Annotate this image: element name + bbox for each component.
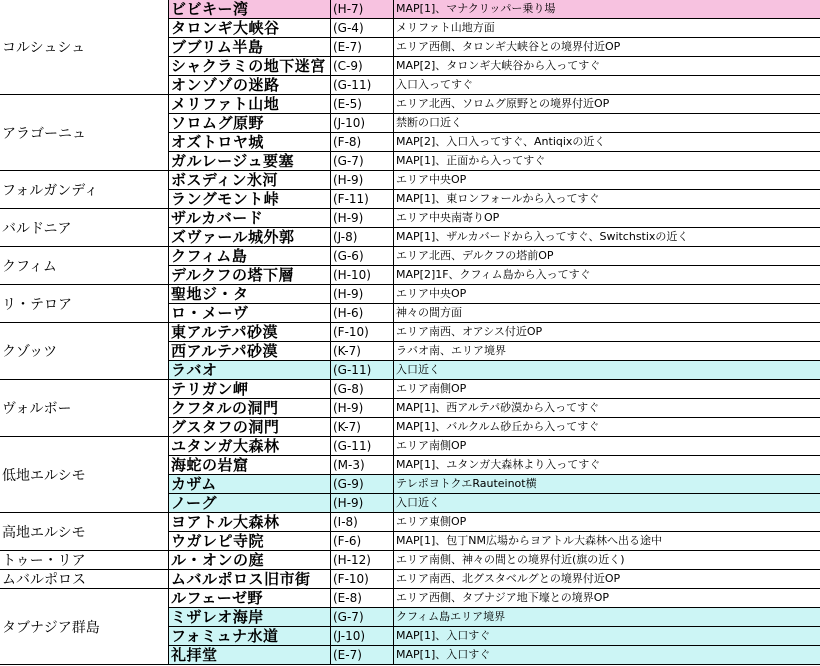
note-cell[interactable]: テレポヨトクエRauteinot横 — [394, 475, 820, 494]
coordinate-cell[interactable]: (C-9) — [331, 57, 394, 76]
area-name-cell[interactable]: ガルレージュ要塞 — [169, 152, 331, 171]
area-name-cell[interactable]: 礼拝堂 — [169, 646, 331, 665]
region-label: 低地エルシモ — [2, 467, 86, 484]
note-cell[interactable]: エリア中央OP — [394, 285, 820, 304]
coordinate-cell[interactable]: (G-6) — [331, 247, 394, 266]
region-label: タブナジア群島 — [2, 619, 100, 636]
note-cell[interactable]: クフィム島エリア境界 — [394, 608, 820, 627]
coordinate-cell[interactable]: (H-9) — [331, 209, 394, 228]
region-label: クゾッツ — [2, 344, 58, 360]
coordinate-cell[interactable]: (H-10) — [331, 266, 394, 285]
note-cell[interactable]: エリア西側、タブナジア地下壕との境界OP — [394, 589, 820, 608]
note-cell[interactable]: ラバオ南、エリア境界 — [394, 342, 820, 361]
table-row — [169, 171, 820, 190]
area-name-cell[interactable]: 海蛇の岩窟 — [169, 456, 331, 475]
area-name-cell[interactable]: 聖地ジ・タ — [169, 285, 331, 304]
note-cell[interactable]: MAP[1]、ザルカバードから入ってすぐ、Switchstixの近く — [394, 228, 820, 247]
area-name-cell[interactable]: ラングモント峠 — [169, 190, 331, 209]
coordinate-cell[interactable]: (G-11) — [331, 437, 394, 456]
note-cell[interactable]: MAP[1]、マナクリッパー乗り場 — [394, 0, 820, 19]
area-name-cell[interactable]: テリガン岬 — [169, 380, 331, 399]
note-cell[interactable]: MAP[1]、包丁NM広場からヨアトル大森林へ出る途中 — [394, 532, 820, 551]
area-name-cell[interactable]: ソロムグ原野 — [169, 114, 331, 133]
note-cell[interactable]: エリア南側、神々の間との境界付近(旗の近く) — [394, 551, 820, 570]
coordinate-cell[interactable]: (H-6) — [331, 304, 394, 323]
area-name-cell[interactable]: ズヴァール城外郭 — [169, 228, 331, 247]
coordinate-cell[interactable]: (G-11) — [331, 76, 394, 95]
table-row — [169, 209, 820, 228]
area-name-cell[interactable]: 西アルテパ砂漠 — [169, 342, 331, 361]
note-cell[interactable]: エリア中央OP — [394, 171, 820, 190]
area-name-cell[interactable]: フォミュナ水道 — [169, 627, 331, 646]
note-cell[interactable]: メリファト山地方面 — [394, 19, 820, 38]
region-cell[interactable] — [0, 171, 169, 209]
note-cell[interactable]: エリア中央南寄りOP — [394, 209, 820, 228]
area-name-cell[interactable]: メリファト山地 — [169, 95, 331, 114]
note-cell[interactable]: エリア北西、デルクフの塔前OP — [394, 247, 820, 266]
coordinate-cell[interactable]: (J-10) — [331, 627, 394, 646]
note-cell[interactable]: MAP[1]、バルクルム砂丘から入ってすぐ — [394, 418, 820, 437]
area-name-cell[interactable]: ユタンガ大森林 — [169, 437, 331, 456]
coordinate-cell[interactable]: (F-11) — [331, 190, 394, 209]
table-row — [169, 304, 820, 323]
coordinate-cell[interactable]: (H-9) — [331, 171, 394, 190]
coordinate-cell[interactable]: (G-4) — [331, 19, 394, 38]
area-name-cell[interactable]: ムバルポロス旧市街 — [169, 570, 331, 589]
coordinate-cell[interactable]: (E-8) — [331, 589, 394, 608]
region-label: トゥー・リア — [2, 553, 86, 569]
table-row — [169, 285, 820, 304]
note-cell[interactable]: MAP[1]、正面から入ってすぐ — [394, 152, 820, 171]
table-row — [169, 19, 820, 38]
table-row — [169, 437, 820, 456]
coordinate-cell[interactable]: (H-7) — [331, 0, 394, 19]
table-row — [169, 532, 820, 551]
region-label: バルドニア — [2, 220, 72, 237]
area-name-cell[interactable]: ノーグ — [169, 494, 331, 513]
region-cell[interactable] — [0, 589, 169, 665]
note-cell[interactable]: MAP[2]、タロンギ大峡谷から入ってすぐ — [394, 57, 820, 76]
coordinate-cell[interactable]: (J-10) — [331, 114, 394, 133]
area-name-cell[interactable]: ルフェーゼ野 — [169, 589, 331, 608]
note-cell[interactable]: 入口近く — [394, 361, 820, 380]
region-label: ムバルポロス — [2, 572, 86, 588]
region-label: リ・テロア — [2, 296, 72, 313]
coordinate-cell[interactable]: (F-6) — [331, 532, 394, 551]
coordinate-cell[interactable]: (H-9) — [331, 285, 394, 304]
note-cell[interactable]: 神々の間方面 — [394, 304, 820, 323]
area-name-cell[interactable]: ウガレピ寺院 — [169, 532, 331, 551]
note-cell[interactable]: MAP[1]、西アルテパ砂漠から入ってすぐ — [394, 399, 820, 418]
area-name-cell[interactable]: クフタルの洞門 — [169, 399, 331, 418]
region-label: コルシュシュ — [2, 40, 86, 56]
coordinate-cell[interactable]: (G-8) — [331, 380, 394, 399]
area-name-cell[interactable]: ラバオ — [169, 361, 331, 380]
table-row — [169, 475, 820, 494]
region-cell[interactable] — [0, 0, 169, 95]
region-cell[interactable] — [0, 323, 169, 380]
note-cell[interactable]: エリア北西、ソロムグ原野との境界付近OP — [394, 95, 820, 114]
region-label: クフィム — [2, 258, 57, 275]
coordinate-cell[interactable]: (H-9) — [331, 494, 394, 513]
note-cell[interactable]: MAP[1]、入口すぐ — [394, 627, 820, 646]
table-row — [169, 342, 820, 361]
region-cell[interactable] — [0, 380, 169, 437]
table-row — [169, 228, 820, 247]
table-row — [169, 513, 820, 532]
area-name-cell[interactable]: タロンギ大峡谷 — [169, 19, 331, 38]
table-row — [169, 646, 820, 665]
table-row — [169, 627, 820, 646]
table-row — [169, 418, 820, 437]
note-cell[interactable]: MAP[2]1F、クフィム島から入ってすぐ — [394, 266, 820, 285]
area-name-cell[interactable]: クフィム島 — [169, 247, 331, 266]
coordinate-cell[interactable]: (I-8) — [331, 513, 394, 532]
area-name-cell[interactable]: デルクフの塔下層 — [169, 266, 331, 285]
coordinate-cell[interactable]: (E-7) — [331, 646, 394, 665]
region-label: フォルガンディ — [2, 182, 99, 199]
area-name-cell[interactable]: ボスディン氷河 — [169, 171, 331, 190]
area-name-cell[interactable]: シャクラミの地下迷宮 — [169, 57, 331, 76]
table-row — [169, 0, 820, 19]
coordinate-cell[interactable]: (H-9) — [331, 399, 394, 418]
table-row — [169, 399, 820, 418]
note-cell[interactable]: エリア東側OP — [394, 513, 820, 532]
coordinate-cell[interactable]: (G-7) — [331, 608, 394, 627]
area-name-cell[interactable]: ヨアトル大森林 — [169, 513, 331, 532]
area-name-cell[interactable]: ザルカバード — [169, 209, 331, 228]
coordinate-cell[interactable]: (M-3) — [331, 456, 394, 475]
area-name-cell[interactable]: オンゾゾの迷路 — [169, 76, 331, 95]
note-cell[interactable]: 禁断の口近く — [394, 114, 820, 133]
table-row — [169, 190, 820, 209]
coordinate-cell[interactable]: (J-8) — [331, 228, 394, 247]
area-name-cell[interactable]: オズトロヤ城 — [169, 133, 331, 152]
coordinate-cell[interactable]: (G-11) — [331, 361, 394, 380]
note-cell[interactable]: エリア西側、タロンギ大峡谷との境界付近OP — [394, 38, 820, 57]
coordinate-cell[interactable]: (F-10) — [331, 570, 394, 589]
coordinate-cell[interactable]: (F-8) — [331, 133, 394, 152]
region-cell[interactable] — [0, 551, 169, 570]
table-row — [169, 589, 820, 608]
note-cell[interactable]: 入口入ってすぐ — [394, 76, 820, 95]
note-cell[interactable]: MAP[1]、入口すぐ — [394, 646, 820, 665]
note-cell[interactable]: エリア南西、オアシス付近OP — [394, 323, 820, 342]
note-cell[interactable]: MAP[2]、入口入ってすぐ、Antiqixの近く — [394, 133, 820, 152]
area-name-cell[interactable]: ブブリム半島 — [169, 38, 331, 57]
table-row — [169, 57, 820, 76]
table-row — [169, 494, 820, 513]
coordinate-cell[interactable]: (G-9) — [331, 475, 394, 494]
area-name-cell[interactable]: グスタフの洞門 — [169, 418, 331, 437]
table-row — [169, 152, 820, 171]
table-row — [169, 76, 820, 95]
area-name-cell[interactable]: 東アルテパ砂漠 — [169, 323, 331, 342]
note-cell[interactable]: 入口近く — [394, 494, 820, 513]
table-row — [169, 608, 820, 627]
coordinate-cell[interactable]: (K-7) — [331, 342, 394, 361]
coordinate-cell[interactable]: (G-7) — [331, 152, 394, 171]
coordinate-cell[interactable]: (F-10) — [331, 323, 394, 342]
region-cell[interactable] — [0, 437, 169, 513]
area-name-cell[interactable]: カザム — [169, 475, 331, 494]
table-row — [169, 570, 820, 589]
table-row — [169, 456, 820, 475]
area-name-cell[interactable]: ミザレオ海岸 — [169, 608, 331, 627]
table-row — [169, 551, 820, 570]
table-row — [169, 361, 820, 380]
table-row — [169, 323, 820, 342]
region-label: ヴォルボー — [2, 401, 72, 417]
region-cell[interactable] — [0, 209, 169, 247]
coordinate-cell[interactable]: (K-7) — [331, 418, 394, 437]
region-cell[interactable] — [0, 570, 169, 589]
note-cell[interactable]: エリア南西、北グスタベルグとの境界付近OP — [394, 570, 820, 589]
region-label: アラゴーニュ — [2, 125, 86, 142]
table-row — [169, 133, 820, 152]
region-cell[interactable] — [0, 513, 169, 551]
area-name-cell[interactable]: ル・オンの庭 — [169, 551, 331, 570]
region-cell[interactable] — [0, 247, 169, 285]
coordinate-cell[interactable]: (E-5) — [331, 95, 394, 114]
note-cell[interactable]: MAP[1]、東ロンフォールから入ってすぐ — [394, 190, 820, 209]
note-cell[interactable]: エリア南側OP — [394, 380, 820, 399]
table-row — [169, 95, 820, 114]
table-row — [169, 114, 820, 133]
table-row — [169, 38, 820, 57]
region-cell[interactable] — [0, 95, 169, 171]
table-row — [169, 266, 820, 285]
coordinate-cell[interactable]: (H-12) — [331, 551, 394, 570]
area-name-cell[interactable]: ビビキー湾 — [169, 0, 331, 19]
area-name-cell[interactable]: ロ・メーヴ — [169, 304, 331, 323]
table-row — [169, 247, 820, 266]
region-label: 高地エルシモ — [2, 524, 86, 541]
coordinate-cell[interactable]: (E-7) — [331, 38, 394, 57]
table-row — [169, 380, 820, 399]
region-cell[interactable] — [0, 285, 169, 323]
note-cell[interactable]: MAP[1]、ユタンガ大森林より入ってすぐ — [394, 456, 820, 475]
note-cell[interactable]: エリア南側OP — [394, 437, 820, 456]
